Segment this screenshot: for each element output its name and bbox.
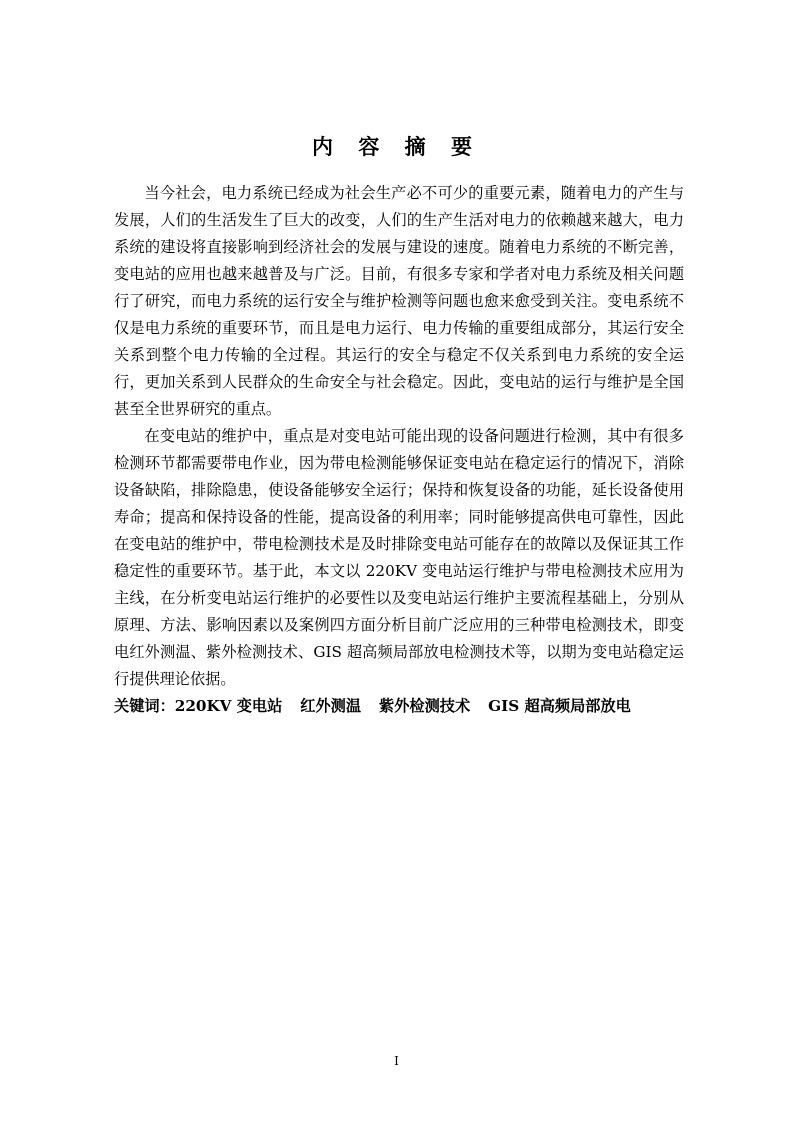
page-title: 内 容 摘 要 (312, 135, 481, 159)
abstract-paragraph-2: 在变电站的维护中，重点是对变电站可能出现的设备问题进行检测，其中有很多检测环节都需要带电作业，因为带电检测能够保证变电站在稳定运行的情况下，消除设备缺陷，排除隐患，使设备能够安全运行；保持和恢复设备的功能，延长设备使用寿命；提高和保持设备的性能，提高设备的利用率；同时能够提高供电可靠性，因此在变电站的维护中，带电检测技术是及时排除变电站可能存在的故障以及保证其工作稳定性的重要环节。基于此，本文以 220KV 变电站运行维护与带电检测技术应用为主线，在分析变电站运行维护的必要性以及变电站运行维护主要流程基础上，分别从原理、方法、影响因素以及案例四方面分析目前广泛应用的三种带电检测技术，即变电红外测温、紫外检测技术、GIS 超高频局部放电检测技术等，以期为变电站稳定运行提供理论依据。 (114, 427, 684, 688)
page-number: I (394, 1054, 399, 1068)
keyword-item: 紫外检测技术 (379, 697, 471, 715)
keywords-label: 关键词： (114, 697, 175, 715)
abstract-body (114, 180, 684, 720)
keyword-item: GIS 超高频局部放电 (488, 697, 631, 715)
keyword-item: 红外测温 (300, 697, 362, 715)
keyword-item: 220KV 变电站 (174, 697, 283, 715)
keywords-line (114, 693, 684, 720)
abstract-paragraph-1: 当今社会，电力系统已经成为社会生产必不可少的重要元素，随着电力的产生与发展，人们的生活发生了巨大的改变，人们的生产生活对电力的依赖越来越大，电力系统的建设将直接影响到经济社会的发展与建设的速度。随着电力系统的不断完善，变电站的应用也越来越普及与广泛。目前，有很多专家和学者对电力系统及相关问题行了研究，而电力系统的运行安全与维护检测等问题也愈来愈受到关注。变电系统不仅是电力系统的重要环节，而且是电力运行、电力传输的重要组成部分，其运行安全关系到整个电力传输的全过程。其运行的安全与稳定不仅关系到电力系统的安全运行，更加关系到人民群众的生命安全与社会稳定。因此，变电站的运行与维护是全国甚至全世界研究的重点。 (114, 184, 684, 418)
